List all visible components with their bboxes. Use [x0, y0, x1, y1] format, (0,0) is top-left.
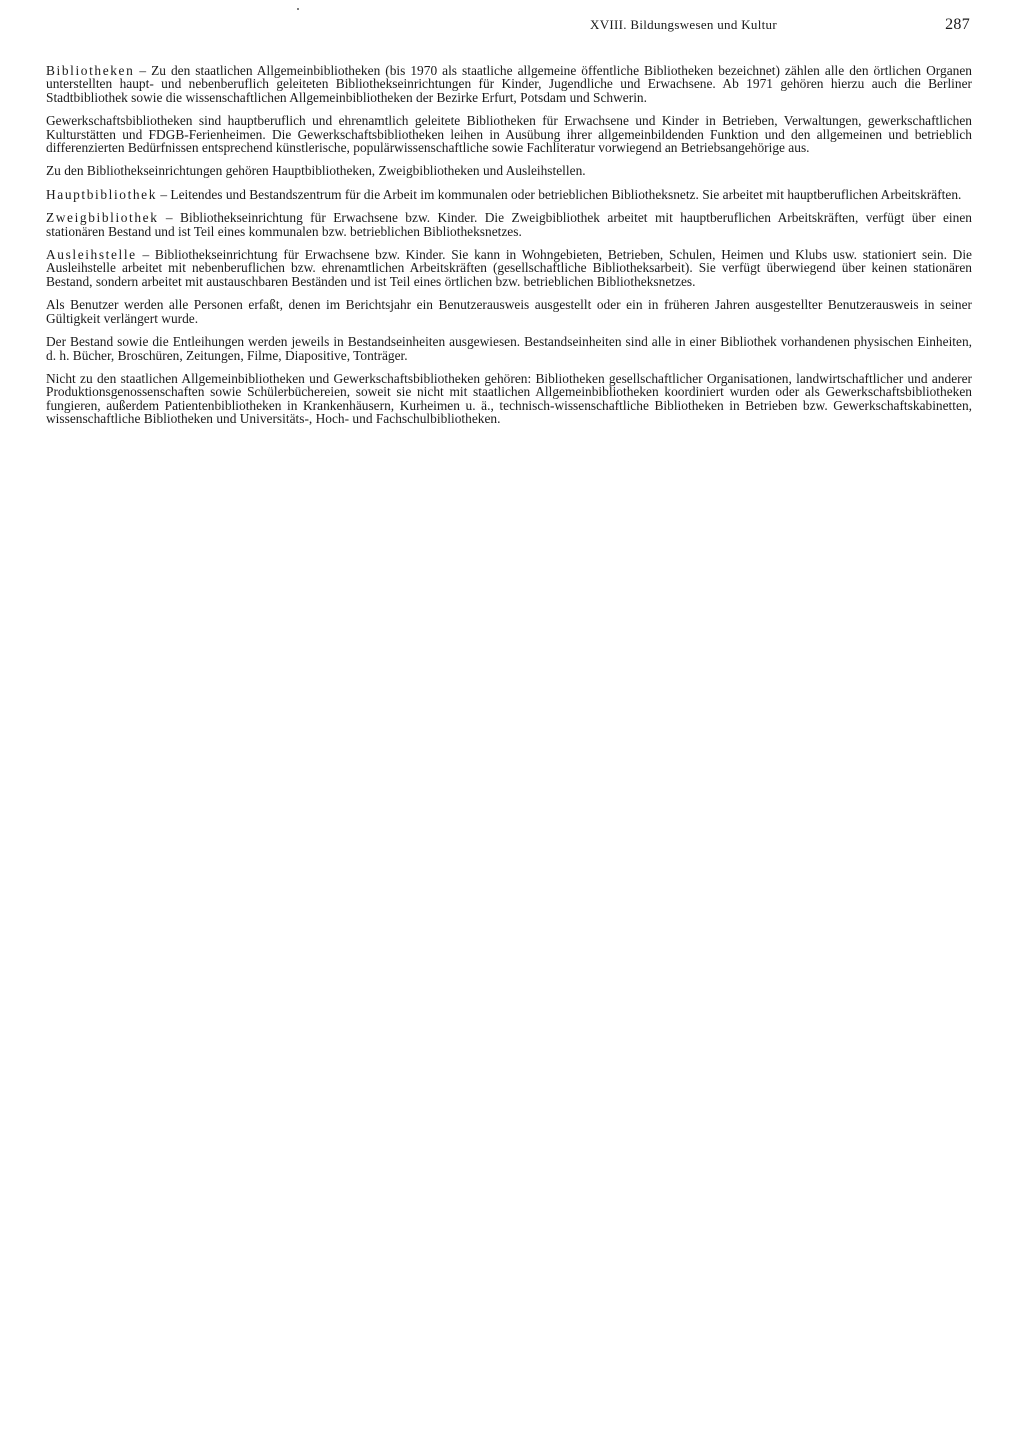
definition-bibliotheken: – Zu den staatlichen Allgemeinbibliotheken (bis 1970 als staatliche allgemeine öffentliche Bibliotheken bezeichnet) zählen alle den örtlichen Organen unterstellten haupt- und nebenberuflich geleiteten Bibliothekseinrichtungen für Kinder, Jugendliche und Erwachsene. Ab 1971 gehören hierzu auch die Berliner Stadtbibliothek sowie die wissenschaftlichen Allgemeinbibliotheken der Bezirke Erfurt, Potsdam und Schwerin.: [46, 63, 972, 105]
definition-zweigbibliothek: – Bibliothekseinrichtung für Erwachsene bzw. Kinder. Die Zweigbibliothek arbeitet mit hauptberuflichen Arbeitskräften, verfügt über einen stationären Bestand und ist Teil eines kommunalen bzw. betrieblichen Bibliotheksnetzes.: [46, 210, 972, 239]
paragraph-bibliothekseinrichtungen: Zu den Bibliothekseinrichtungen gehören Hauptbibliotheken, Zweigbibliotheken und Ausleihstellen.: [46, 163, 586, 179]
paragraph-benutzer: Als Benutzer werden alle Personen erfaßt, denen im Berichtsjahr ein Benutzerausweis ausgestellt oder ein in früheren Jahren ausgestellter Benutzerausweis in seiner Gültigkeit verlängert wurde.: [46, 297, 972, 326]
definition-ausleihstelle: – Bibliothekseinrichtung für Erwachsene bzw. Kinder. Sie kann in Wohngebieten, Betrieben, Schulen, Heimen und Klubs usw. stationiert sein. Die Ausleihstelle arbeitet mit nebenberuflichen bzw. ehrenamtlichen Arbeitskräften (gesellschaftliche Bibliotheksarbeit). Sie verfügt überwiegend über keinen stationären Bestand, sondern arbeitet mit austauschbaren Beständen und ist Teil eines örtlichen bzw. betrieblichen Bibliotheksnetzes.: [46, 247, 972, 289]
body-text: [46, 64, 972, 436]
page-number: 287: [945, 16, 970, 33]
paragraph-bibliotheken: [46, 64, 972, 104]
term-hauptbibliothek: Hauptbibliothek: [46, 186, 158, 202]
chapter-title: XVIII. Bildungswesen und Kultur: [590, 17, 777, 32]
term-ausleihstelle: Ausleihstelle: [46, 247, 137, 263]
paragraph-zweigbibliothek: [46, 211, 972, 238]
scan-speck: [297, 8, 299, 10]
definition-hauptbibliothek: – Leitendes und Bestandszentrum für die Arbeit im kommunalen oder betrieblichen Bibliotheksnetz. Sie arbeitet mit hauptberuflichen Arbeitskräften.: [157, 186, 962, 202]
paragraph-gewerkschaftsbibliotheken: Gewerkschaftsbibliotheken sind hauptberuflich und ehrenamtlich geleitete Bibliotheken für Erwachsene und Kinder in Betrieben, Verwaltungen, gewerkschaftlichen Kulturstätten und FDGB-Ferienheimen. Die Gewerkschaftsbibliotheken leihen in Ausübung ihrer allgemeinbildenden Funktion und den allgemeinen und betrieblich differenzierten Bedürfnissen entsprechend künstlerische, populärwissenschaftliche sowie Fachliteratur vorwiegend an Betriebsangehörige aus.: [46, 113, 972, 156]
paragraph-ausleihstelle: [46, 248, 972, 288]
term-bibliotheken: Bibliotheken: [46, 63, 135, 78]
paragraph-bestand: Der Bestand sowie die Entleihungen werden jeweils in Bestandseinheiten ausgewiesen. Bestandseinheiten sind alle in einer Bibliothek vorhandenen physischen Einheiten, d. h. Bücher, Broschüren, Zeitungen, Filme, Diapositive, Tonträger.: [46, 334, 972, 363]
paragraph-nicht-zugehoerig: Nicht zu den staatlichen Allgemeinbibliotheken und Gewerkschaftsbibliotheken gehören: Bibliotheken gesellschaftlicher Organisationen, landwirtschaftlicher und anderer Produktionsgenossenschaften sowie Schülerbüchereien, soweit sie nicht mit staatlichen Allgemeinbibliotheken koordiniert wurden oder als Gewerkschaftsbibliotheken fungieren, außerdem Patientenbibliotheken in Krankenhäusern, Kurheimen u. ä., technisch-wissenschaftliche Bibliotheken in Betrieben bzw. Gewerkschaftskabinetten, wissenschaftliche Bibliotheken und Universitäts-, Hoch- und Fachschulbibliotheken.: [46, 370, 972, 427]
term-zweigbibliothek: Zweigbibliothek: [46, 210, 159, 226]
paragraph-hauptbibliothek: [46, 188, 972, 201]
